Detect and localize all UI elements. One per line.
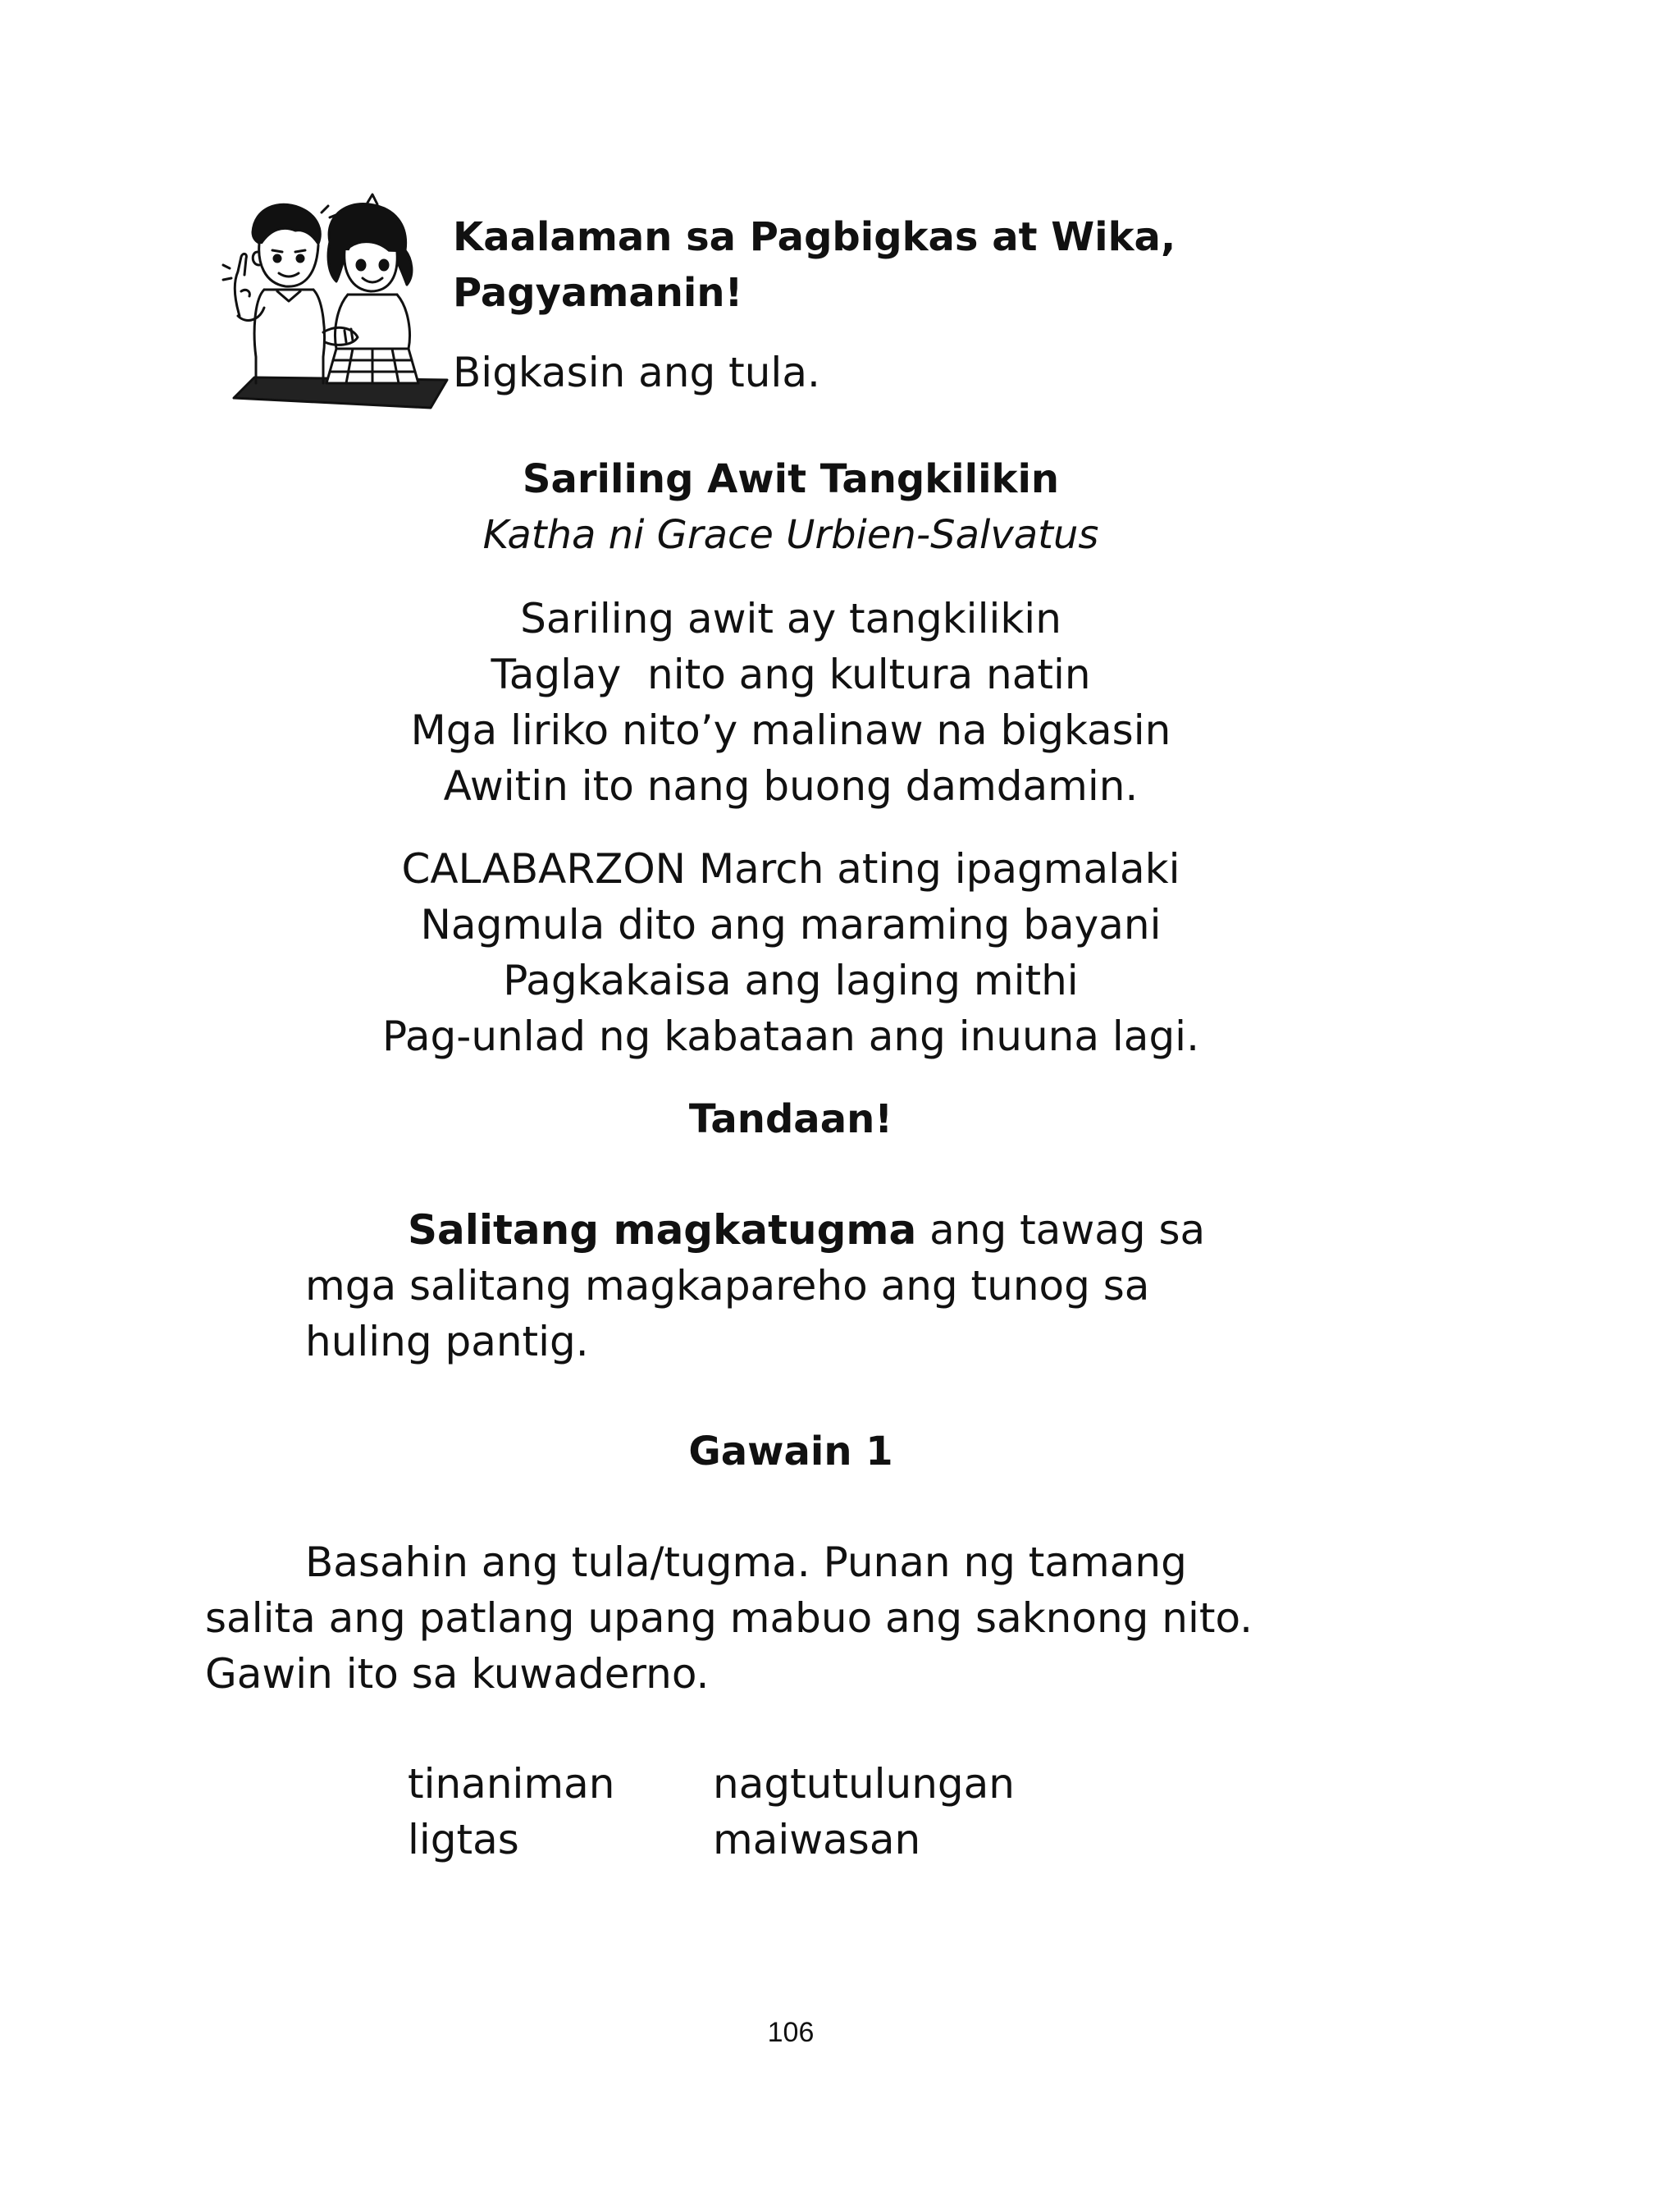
instruction-text: Bigkasin ang tula. xyxy=(453,349,820,396)
section-title-line2: Pagyamanin! xyxy=(453,270,743,316)
word-bank-word: tinaniman xyxy=(408,1760,615,1808)
poem-line: Sariling awit ay tangkilikin xyxy=(520,595,1061,642)
word-bank-word: ligtas xyxy=(408,1816,519,1863)
word-bank-row xyxy=(408,1812,1123,1868)
poem-line: CALABARZON March ating ipagmalaki xyxy=(401,845,1180,893)
activity-line3: Gawin ito sa kuwaderno. xyxy=(205,1650,710,1698)
poem-stanza-1 xyxy=(0,591,1582,814)
page-number: 106 xyxy=(767,2017,815,2048)
definition-rest: ang tawag sa xyxy=(916,1206,1206,1254)
poem-stanza-2 xyxy=(0,841,1582,1064)
activity-instructions xyxy=(205,1534,1436,1702)
section-title-line1: Kaalaman sa Pagbigkas at Wika, xyxy=(453,214,1176,260)
two-children-illustration xyxy=(221,193,459,423)
word-bank-word: maiwasan xyxy=(713,1816,921,1863)
word-bank-row xyxy=(408,1756,1123,1812)
activity-line1: Basahin ang tula/tugma. Punan ng tamang xyxy=(305,1538,1187,1586)
poem-line: Pag-unlad ng kabataan ang inuuna lagi. xyxy=(382,1013,1199,1060)
remember-title: Tandaan! xyxy=(688,1096,893,1142)
poem-line: Awitin ito nang buong damdamin. xyxy=(443,762,1139,810)
activity-line2: salita ang patlang upang mabuo ang saknong nito. xyxy=(205,1594,1253,1642)
poem-author: Katha ni Grace Urbien-Salvatus xyxy=(482,512,1099,558)
definition-term: Salitang magkatugma xyxy=(408,1206,917,1254)
poem-title: Sariling Awit Tangkilikin xyxy=(522,456,1060,502)
poem-line: Pagkakaisa ang laging mithi xyxy=(503,957,1079,1004)
definition-line3: huling pantig. xyxy=(305,1318,589,1365)
poem-line: Taglay nito ang kultura natin xyxy=(491,651,1091,698)
definition-line2: mga salitang magkapareho ang tunog sa xyxy=(305,1262,1150,1310)
definition-text xyxy=(305,1202,1290,1369)
poem-line: Mga liriko nito’y malinaw na bigkasin xyxy=(410,706,1171,754)
word-bank xyxy=(408,1756,1123,1868)
section-title xyxy=(453,209,1176,321)
poem-line: Nagmula dito ang maraming bayani xyxy=(420,901,1162,949)
activity-title: Gawain 1 xyxy=(688,1429,893,1474)
word-bank-word: nagtutulungan xyxy=(713,1760,1015,1808)
definition-line1 xyxy=(305,1202,1290,1258)
